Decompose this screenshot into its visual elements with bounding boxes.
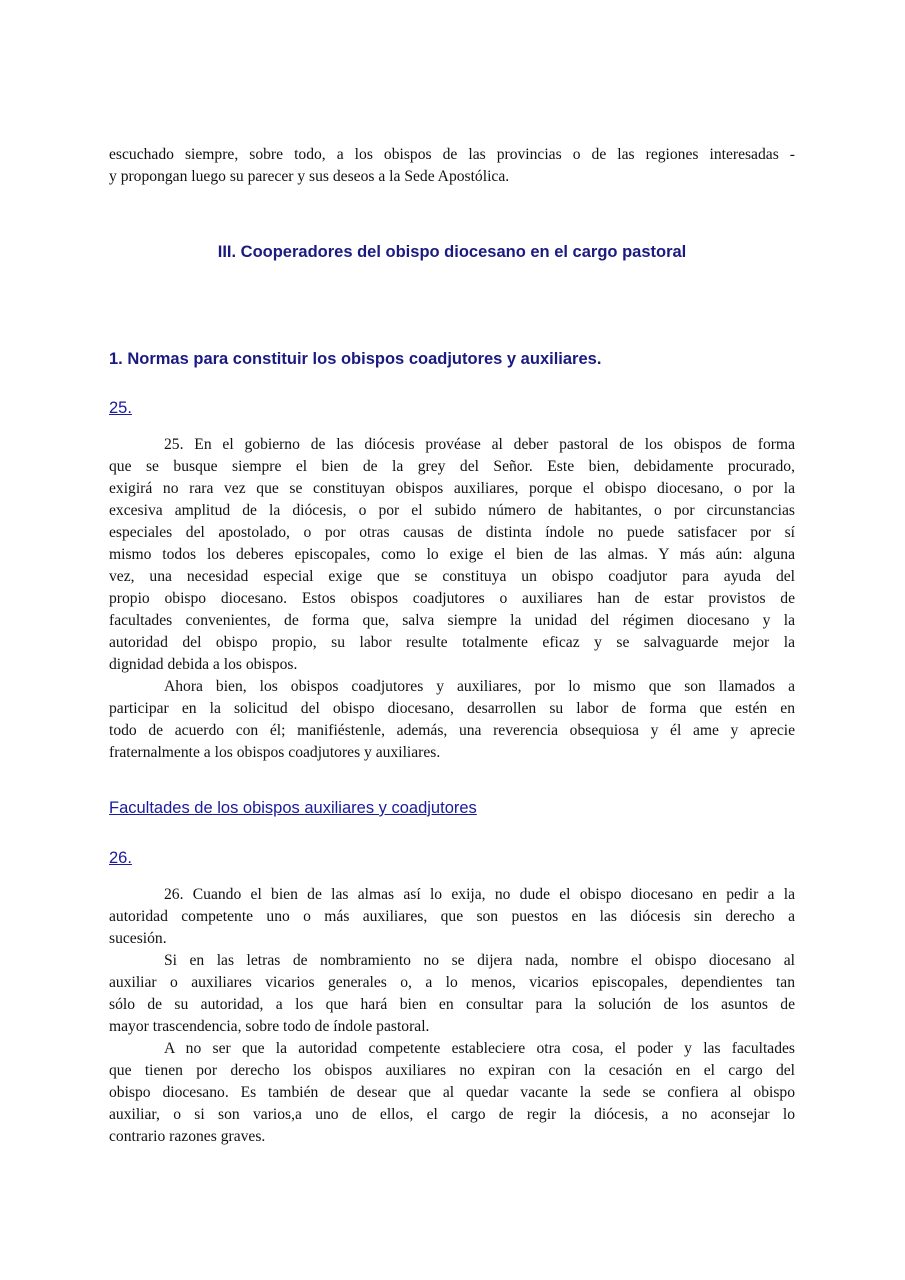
text-line: escuchado siempre, sobre todo, a los obispos de las provincias o de las regiones interesadas - [109, 146, 795, 163]
text-line: auxiliar o auxiliares vicarios generales o, a lo menos, vicarios episcopales, dependientes tan [109, 974, 795, 991]
text-line: Si en las letras de nombramiento no se dijera nada, nombre el obispo diocesano al [164, 952, 795, 969]
text-line: 25. En el gobierno de las diócesis provéase al deber pastoral de los obispos de forma [164, 436, 795, 453]
text-line: excesiva amplitud de la diócesis, o por el subido número de habitantes, o por circunstancias [109, 502, 795, 519]
article-26-link[interactable]: 26. [109, 849, 132, 867]
text-line: obispo diocesano. Es también de desear que al quedar vacante la sede se confiera al obispo [109, 1084, 795, 1101]
section-heading: III. Cooperadores del obispo diocesano en el cargo pastoral [217, 243, 687, 261]
text-line: especiales del apostolado, o por otras causas de distinta índole no puede satisfacer por sí [109, 524, 795, 541]
text-line: fraternalmente a los obispos coadjutores y auxiliares. [109, 744, 441, 761]
text-line: sucesión. [109, 930, 167, 947]
subsection-heading: 1. Normas para constituir los obispos coadjutores y auxiliares. [109, 350, 602, 368]
text-line: autoridad del obispo propio, su labor resulte totalmente eficaz y se salvaguarde mejor la [109, 634, 795, 651]
paragraph [109, 884, 795, 950]
text-line: auxiliar, o si son varios,a uno de ellos, el cargo de regir la diócesis, a no aconsejar lo [109, 1106, 795, 1123]
article-25-text [109, 434, 795, 764]
article-25-link[interactable]: 25. [109, 399, 132, 417]
facultades-link[interactable]: Facultades de los obispos auxiliares y coadjutores [109, 799, 477, 817]
text-line: mayor trascendencia, sobre todo de índole pastoral. [109, 1018, 430, 1035]
text-line: A no ser que la autoridad competente estableciere otra cosa, el poder y las facultades [164, 1040, 795, 1057]
text-line: dignidad debida a los obispos. [109, 656, 298, 673]
text-line: propio obispo diocesano. Estos obispos coadjutores o auxiliares han de estar provistos de [109, 590, 795, 607]
text-line: que tienen por derecho los obispos auxiliares no expiran con la cesación en el cargo del [109, 1062, 795, 1079]
article-26-text [109, 884, 795, 1148]
text-line: todo de acuerdo con él; manifiéstenle, además, una reverencia obsequiosa y él ame y aprecie [109, 722, 795, 739]
text-line: y propongan luego su parecer y sus deseos a la Sede Apostólica. [109, 168, 510, 185]
text-line: mismo todos los deberes episcopales, como lo exige el bien de las almas. Y más aún: alguna [109, 546, 795, 563]
text-line: sólo de su autoridad, a los que hará bien en consultar para la solución de los asuntos de [109, 996, 795, 1013]
paragraph [109, 950, 795, 1038]
text-line: contrario razones graves. [109, 1128, 266, 1145]
paragraph [109, 1038, 795, 1148]
text-line: que se busque siempre el bien de la grey del Señor. Este bien, debidamente procurado, [109, 458, 795, 475]
text-line: autoridad competente uno o más auxiliares, que son puestos en las diócesis sin derecho a [109, 908, 795, 925]
text-line: facultades convenientes, de forma que, salva siempre la unidad del régimen diocesano y la [109, 612, 795, 629]
text-line: participar en la solicitud del obispo diocesano, desarrollen su labor de forma que estén en [109, 700, 795, 717]
paragraph [109, 434, 795, 676]
text-line: Ahora bien, los obispos coadjutores y auxiliares, por lo mismo que son llamados a [164, 678, 795, 695]
paragraph [109, 676, 795, 764]
text-line: vez, una necesidad especial exige que se constituya un obispo coadjutor para ayuda del [109, 568, 795, 585]
intro-paragraph [109, 144, 795, 188]
text-line: exigirá no rara vez que se constituyan obispos auxiliares, porque el obispo diocesano, o por la [109, 480, 795, 497]
text-line: 26. Cuando el bien de las almas así lo exija, no dude el obispo diocesano en pedir a la [164, 886, 795, 903]
